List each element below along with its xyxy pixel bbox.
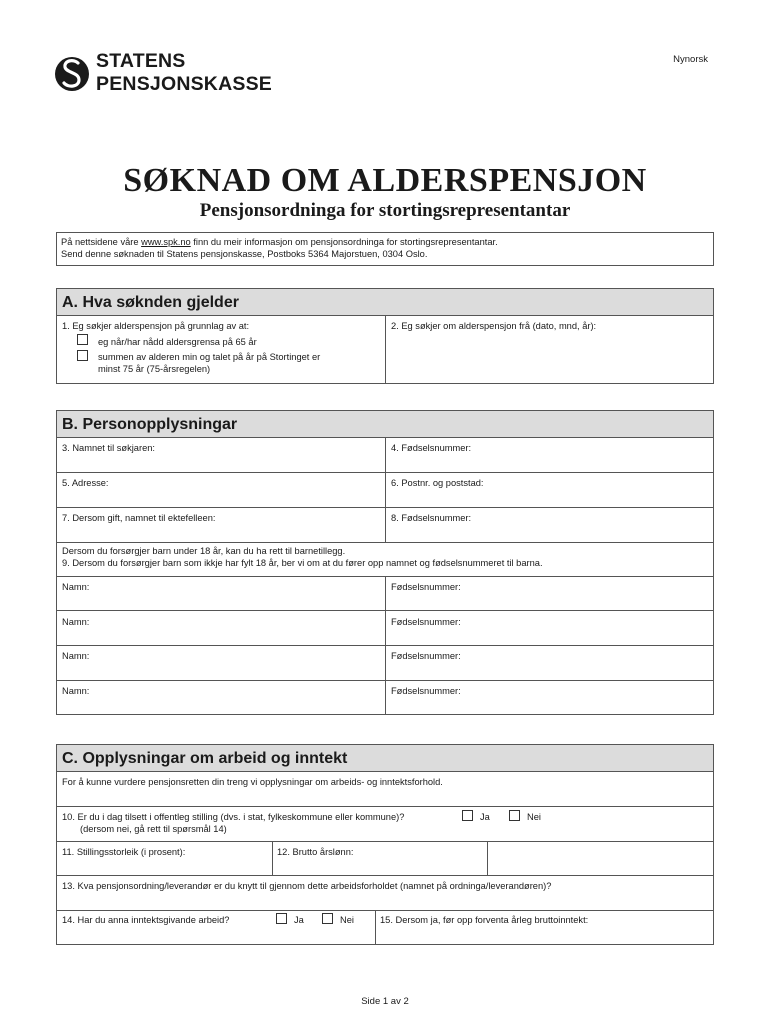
75-year-rule-checkbox[interactable]	[77, 350, 88, 361]
question-1-label: 1. Eg søkjer alderspensjon på grunnlag av at:	[62, 321, 250, 331]
question-13-label: 13. Kva pensjonsordning/leverandør er du knytt til gjennom dette arbeidsforholdet (namnet på ordninga/leverandøren)?	[62, 881, 552, 891]
age-limit-checkbox[interactable]	[77, 334, 88, 345]
position-size-label: 11. Stillingsstorleik (i prosent):	[62, 847, 186, 857]
section-c-intro: For å kunne vurdere pensjonsretten din treng vi opplysningar om arbeids- og inntektsforhold.	[62, 777, 443, 787]
applicant-name-label: 3. Namnet til søkjaren:	[62, 443, 156, 453]
row-divider	[57, 542, 713, 543]
row-divider	[57, 806, 713, 807]
info-box	[56, 232, 714, 266]
row-divider	[57, 910, 713, 911]
divider	[272, 841, 273, 875]
info-text-pre: På nettsidene våre	[61, 237, 142, 247]
spouse-id-label: 8. Fødselsnummer:	[391, 513, 472, 523]
language-label: Nynorsk	[673, 54, 708, 65]
pension-start-date-field[interactable]	[387, 333, 707, 381]
divider	[385, 316, 386, 384]
section-c-heading: C. Opplysningar om arbeid og inntekt	[57, 745, 713, 772]
child-3-name-label: Namn:	[62, 651, 90, 661]
q14-no-checkbox[interactable]	[322, 913, 333, 924]
q14-yes-label: Ja	[294, 915, 304, 925]
child-4-name-label: Namn:	[62, 686, 90, 696]
child-2-id-label: Fødselsnummer:	[391, 617, 461, 627]
divider	[385, 438, 386, 542]
spk-website-link[interactable]: www.spk.no	[141, 237, 191, 247]
section-b	[56, 410, 714, 715]
spk-logo	[54, 50, 294, 102]
section-c	[56, 744, 714, 945]
child-1-id-label: Fødselsnummer:	[391, 582, 461, 592]
gross-salary-label: 12. Brutto årslønn:	[277, 847, 354, 857]
applicant-id-label: 4. Fødselsnummer:	[391, 443, 472, 453]
address-label: 5. Adresse:	[62, 478, 109, 488]
logo-text	[96, 50, 272, 96]
child-2-name-label: Namn:	[62, 617, 90, 627]
divider	[487, 841, 488, 875]
section-a-heading: A. Hva søknden gjelder	[57, 289, 713, 316]
child-4-id-label: Fødselsnummer:	[391, 686, 461, 696]
child-3-id-label: Fødselsnummer:	[391, 651, 461, 661]
q14-yes-checkbox[interactable]	[276, 913, 287, 924]
section-b-heading: B. Personopplysningar	[57, 411, 713, 438]
row-divider	[57, 680, 713, 681]
q14-no-label: Nei	[340, 915, 354, 925]
q10-no-label: Nei	[527, 812, 541, 822]
divider	[375, 910, 376, 945]
75-year-rule-label-2: minst 75 år (75-årsregelen)	[98, 364, 211, 374]
child-1-name-label: Namn:	[62, 582, 90, 592]
page-subtitle: Pensjonsordninga for stortingsrepresentantar	[199, 200, 571, 221]
q10-yes-checkbox[interactable]	[462, 810, 473, 821]
q10-no-checkbox[interactable]	[509, 810, 520, 821]
question-9-label: 9. Dersom du forsørgjer barn som ikkje har fylt 18 år, ber vi om at du fører opp namnet og fødselsnummeret til barna.	[62, 558, 543, 568]
row-divider	[57, 841, 713, 842]
spouse-name-label: 7. Dersom gift, namnet til ektefelleen:	[62, 513, 216, 523]
spk-s-logo-icon	[54, 50, 90, 98]
logo-line-2: PENSJONSKASSE	[96, 73, 272, 95]
question-10-label: 10. Er du i dag tilsett i offentleg stilling (dvs. i stat, fylkeskommune eller kommune)?	[62, 812, 405, 822]
row-divider	[57, 610, 713, 611]
q10-yes-label: Ja	[480, 812, 490, 822]
row-divider	[57, 645, 713, 646]
section-a	[56, 288, 714, 384]
row-divider	[57, 507, 713, 508]
postcode-label: 6. Postnr. og poststad:	[391, 478, 484, 488]
info-text-post: finn du meir informasjon om pensjonsordninga for stortingsrepresentantar.	[190, 237, 498, 247]
page-number: Side 1 av 2	[361, 996, 409, 1007]
page-title: SØKNAD OM ALDERSPENSJON	[123, 162, 647, 199]
age-limit-label: eg når/har nådd aldersgrensa på 65 år	[98, 337, 257, 347]
logo-line-1: STATENS	[96, 50, 186, 72]
question-15-label: 15. Dersom ja, før opp forventa årleg bruttoinntekt:	[380, 915, 589, 925]
question-14-label: 14. Har du anna inntektsgivande arbeid?	[62, 915, 230, 925]
question-10-note: (dersom nei, gå rett til spørsmål 14)	[80, 824, 227, 834]
row-divider	[57, 472, 713, 473]
child-supplement-note: Dersom du forsørgjer barn under 18 år, kan du ha rett til barnetillegg.	[62, 546, 346, 556]
75-year-rule-label-1: summen av alderen min og talet på år på Stortinget er	[98, 352, 321, 362]
question-2-label: 2. Eg søkjer om alderspensjon frå (dato, mnd, år):	[391, 321, 597, 331]
info-line-1	[61, 236, 709, 248]
row-divider	[57, 875, 713, 876]
info-line-2: Send denne søknaden til Statens pensjonskasse, Postboks 5364 Majorstuen, 0304 Oslo.	[61, 249, 428, 259]
